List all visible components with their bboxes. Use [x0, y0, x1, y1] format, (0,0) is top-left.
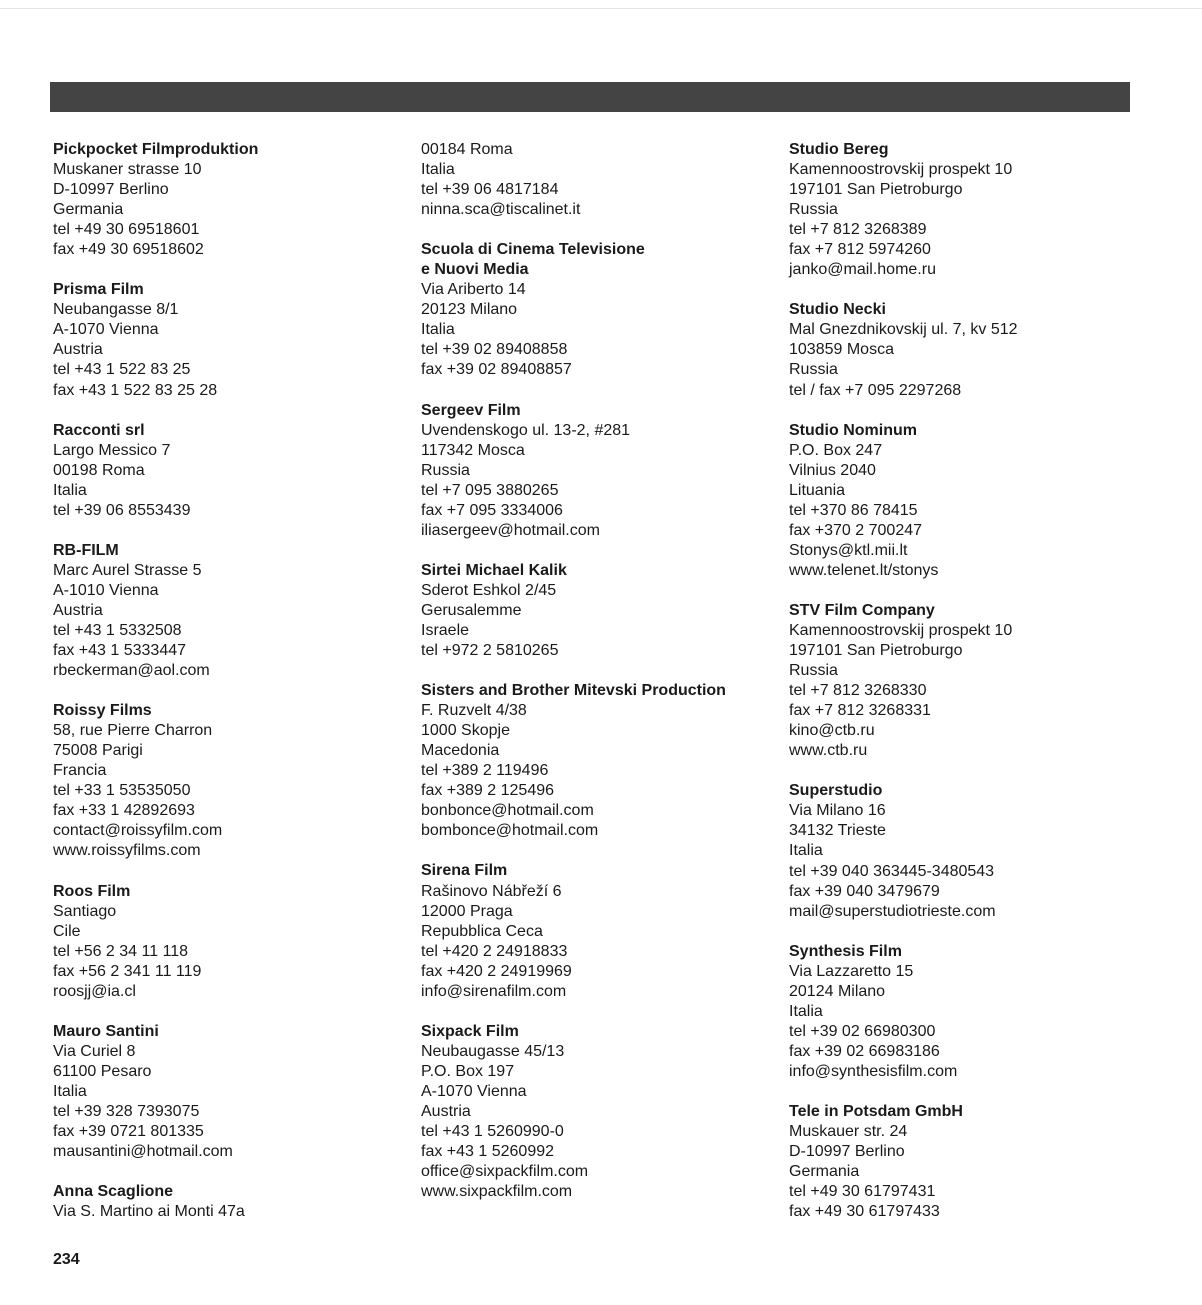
email-line: ninna.sca@tiscalinet.it: [421, 201, 581, 219]
address-line: Italia: [789, 842, 823, 860]
directory-entry: [421, 681, 781, 841]
address-line: 20123 Milano: [421, 301, 518, 319]
directory-entry: [789, 140, 1149, 280]
address-line: Via Ariberto 14: [421, 281, 526, 299]
entry-name: Studio Nominum: [789, 421, 917, 439]
directory-entry: [53, 280, 413, 400]
fax-line: fax +56 2 341 11 119: [53, 962, 202, 980]
fax-line: fax +7 095 3334006: [421, 501, 563, 519]
directory-entry: [53, 882, 413, 1002]
phone-line: tel +7 095 3880265: [421, 481, 559, 499]
fax-line: fax +420 2 24919969: [421, 962, 572, 980]
entry-name: Anna Scaglione: [53, 1183, 174, 1201]
email-line: bombonce@hotmail.com: [421, 822, 599, 840]
phone-line: tel / fax +7 095 2297268: [789, 381, 962, 399]
phone-line: tel +972 2 5810265: [421, 642, 559, 660]
phone-line: tel +39 06 4817184: [421, 181, 559, 199]
email-line: iliasergeev@hotmail.com: [421, 521, 600, 539]
website-line: www.telenet.lt/stonys: [789, 561, 939, 579]
email-line: bonbonce@hotmail.com: [421, 802, 594, 820]
directory-entry: [53, 541, 413, 681]
directory-entry: [421, 561, 781, 661]
address-line: Vilnius 2040: [789, 461, 876, 479]
address-line: P.O. Box 247: [789, 441, 883, 459]
address-line: Rašinovo Nábřeží 6: [421, 882, 562, 900]
address-line: Via Lazzaretto 15: [789, 962, 914, 980]
address-line: Via Milano 16: [789, 802, 886, 820]
fax-line: fax +7 812 3268331: [789, 702, 931, 720]
directory-entry: [53, 701, 413, 861]
entry-name: Tele in Potsdam GmbH: [789, 1102, 963, 1120]
address-line: F. Ruzvelt 4/38: [421, 702, 527, 720]
entry-name: Pickpocket Filmproduktion: [53, 141, 259, 158]
entry-name: Studio Necki: [789, 301, 886, 319]
address-line: Via S. Martino ai Monti 47a: [53, 1203, 245, 1221]
address-line: Mal Gnezdnikovskij ul. 7, kv 512: [789, 321, 1018, 339]
directory-entry: [421, 1022, 781, 1202]
address-line: 20124 Milano: [789, 982, 886, 1000]
entry-name: Studio Bereg: [789, 141, 889, 158]
directory-column-2: [421, 140, 781, 1222]
fax-line: fax +49 30 69518602: [53, 241, 204, 259]
fax-line: fax +43 1 5260992: [421, 1143, 555, 1161]
address-line: Austria: [53, 341, 103, 359]
address-line: 197101 San Pietroburgo: [789, 181, 963, 199]
address-line: Marc Aurel Strasse 5: [53, 561, 202, 579]
address-line: Germania: [789, 1163, 860, 1181]
phone-line: tel +49 30 61797431: [789, 1183, 936, 1201]
address-line: Via Curiel 8: [53, 1042, 136, 1060]
phone-line: tel +43 1 5260990-0: [421, 1123, 564, 1141]
address-line: Austria: [53, 601, 103, 619]
address-line: 00184 Roma: [421, 141, 513, 158]
address-line: Germania: [53, 201, 124, 219]
directory-entry: [789, 601, 1149, 761]
address-line: Russia: [789, 662, 838, 680]
address-line: Santiago: [53, 902, 117, 920]
email-line: info@sirenafilm.com: [421, 982, 567, 1000]
address-line: Israele: [421, 621, 470, 639]
fax-line: fax +43 1 522 83 25 28: [53, 381, 218, 399]
address-line: Francia: [53, 762, 107, 780]
address-line: Russia: [789, 361, 838, 379]
address-line: Largo Messico 7: [53, 441, 171, 459]
entry-name: RB-FILM: [53, 541, 119, 559]
entry-name: Roissy Films: [53, 702, 152, 720]
phone-line: tel +49 30 69518601: [53, 221, 200, 239]
address-line: Muskaner strasse 10: [53, 161, 202, 179]
address-line: Neubaugasse 45/13: [421, 1042, 565, 1060]
address-line: Neubangasse 8/1: [53, 301, 179, 319]
address-line: Italia: [789, 1002, 823, 1020]
directory-entry: [53, 1022, 413, 1162]
website-line: www.sixpackfilm.com: [421, 1183, 573, 1201]
email-line: roosjj@ia.cl: [53, 982, 136, 1000]
directory-entry: [789, 300, 1149, 400]
entry-name: Sisters and Brother Mitevski Production: [421, 682, 726, 700]
phone-line: tel +39 328 7393075: [53, 1102, 200, 1120]
address-line: Cile: [53, 922, 81, 940]
address-line: Austria: [421, 1102, 471, 1120]
fax-line: fax +39 02 66983186: [789, 1042, 940, 1060]
directory-entry: [421, 140, 781, 220]
address-line: A-1070 Vienna: [421, 1082, 527, 1100]
entry-name: Sirena Film: [421, 862, 508, 880]
entry-name: Racconti srl: [53, 421, 145, 439]
phone-line: tel +43 1 5332508: [53, 621, 182, 639]
website-line: www.ctb.ru: [789, 742, 868, 760]
fax-line: fax +49 30 61797433: [789, 1203, 940, 1221]
entry-name: Roos Film: [53, 882, 131, 900]
directory-entry: [421, 240, 781, 380]
entry-name-continued: e Nuovi Media: [421, 261, 529, 279]
address-line: 00198 Roma: [53, 461, 145, 479]
directory-entry: [789, 421, 1149, 581]
website-line: www.roissyfilms.com: [53, 842, 201, 860]
address-line: D-10997 Berlino: [53, 181, 169, 199]
address-line: 58, rue Pierre Charron: [53, 722, 213, 740]
address-line: A-1010 Vienna: [53, 581, 159, 599]
fax-line: fax +389 2 125496: [421, 782, 555, 800]
phone-line: tel +39 02 66980300: [789, 1022, 936, 1040]
address-line: Italia: [421, 161, 455, 179]
address-line: Muskauer str. 24: [789, 1123, 908, 1141]
address-line: Gerusalemme: [421, 601, 522, 619]
fax-line: fax +39 0721 801335: [53, 1123, 204, 1141]
phone-line: tel +39 02 89408858: [421, 341, 568, 359]
entry-name: Synthesis Film: [789, 942, 902, 960]
email-line: info@synthesisfilm.com: [789, 1062, 958, 1080]
fax-line: fax +39 040 3479679: [789, 882, 940, 900]
email-line: rbeckerman@aol.com: [53, 662, 210, 680]
address-line: D-10997 Berlino: [789, 1143, 905, 1161]
entry-name: STV Film Company: [789, 601, 935, 619]
directory-entry: [421, 861, 781, 1001]
address-line: Kamennoostrovskij prospekt 10: [789, 161, 1013, 179]
page-number: 234: [53, 1251, 80, 1268]
phone-line: tel +370 86 78415: [789, 501, 918, 519]
email-line: Stonys@ktl.mii.lt: [789, 541, 908, 559]
phone-line: tel +389 2 119496: [421, 762, 549, 780]
address-line: 61100 Pesaro: [53, 1062, 152, 1080]
address-line: 103859 Mosca: [789, 341, 894, 359]
email-line: kino@ctb.ru: [789, 722, 875, 740]
address-line: Macedonia: [421, 742, 500, 760]
phone-line: tel +420 2 24918833: [421, 942, 568, 960]
address-line: 75008 Parigi: [53, 742, 143, 760]
phone-line: tel +43 1 522 83 25: [53, 361, 191, 379]
phone-line: tel +56 2 34 11 118: [53, 942, 189, 960]
phone-line: tel +39 06 8553439: [53, 501, 191, 519]
email-line: mausantini@hotmail.com: [53, 1143, 233, 1161]
fax-line: fax +39 02 89408857: [421, 361, 572, 379]
directory-column-1: [53, 140, 413, 1242]
address-line: Russia: [789, 201, 838, 219]
entry-name: Sergeev Film: [421, 401, 521, 419]
address-line: Repubblica Ceca: [421, 922, 543, 940]
address-line: Sderot Eshkol 2/45: [421, 581, 557, 599]
address-line: 34132 Trieste: [789, 822, 886, 840]
directory-entry: [53, 140, 413, 260]
directory-entry: [421, 401, 781, 541]
phone-line: tel +7 812 3268389: [789, 221, 927, 239]
entry-name: Scuola di Cinema Televisione: [421, 241, 645, 259]
address-line: Kamennoostrovskij prospekt 10: [789, 621, 1013, 639]
address-line: Uvendenskogo ul. 13-2, #281: [421, 421, 631, 439]
address-line: 1000 Skopje: [421, 722, 510, 740]
entry-name: Superstudio: [789, 782, 883, 800]
entry-name: Sirtei Michael Kalik: [421, 561, 567, 579]
header-bar: [50, 82, 1130, 112]
top-rule: [0, 8, 1202, 9]
directory-entry: [789, 1102, 1149, 1222]
fax-line: fax +33 1 42892693: [53, 802, 195, 820]
entry-name: Sixpack Film: [421, 1022, 519, 1040]
email-line: janko@mail.home.ru: [789, 261, 936, 279]
entry-name: Mauro Santini: [53, 1022, 159, 1040]
directory-column-3: [789, 140, 1149, 1242]
entry-name: Prisma Film: [53, 281, 144, 299]
address-line: 197101 San Pietroburgo: [789, 642, 963, 660]
email-line: office@sixpackfilm.com: [421, 1163, 589, 1181]
directory-entry: [789, 781, 1149, 921]
directory-entry: [53, 421, 413, 521]
address-line: Italia: [421, 321, 455, 339]
address-line: Italia: [53, 1082, 87, 1100]
email-line: contact@roissyfilm.com: [53, 822, 223, 840]
address-line: 117342 Mosca: [421, 441, 525, 459]
address-line: Lituania: [789, 481, 846, 499]
phone-line: tel +39 040 363445-3480543: [789, 862, 995, 880]
fax-line: fax +43 1 5333447: [53, 642, 187, 660]
address-line: A-1070 Vienna: [53, 321, 159, 339]
address-line: P.O. Box 197: [421, 1062, 515, 1080]
phone-line: tel +7 812 3268330: [789, 682, 927, 700]
email-line: mail@superstudiotrieste.com: [789, 902, 996, 920]
phone-line: tel +33 1 53535050: [53, 782, 191, 800]
fax-line: fax +7 812 5974260: [789, 241, 931, 259]
address-line: Italia: [53, 481, 87, 499]
directory-entry: [53, 1182, 413, 1222]
address-line: 12000 Praga: [421, 902, 513, 920]
fax-line: fax +370 2 700247: [789, 521, 923, 539]
directory-entry: [789, 942, 1149, 1082]
address-line: Russia: [421, 461, 470, 479]
